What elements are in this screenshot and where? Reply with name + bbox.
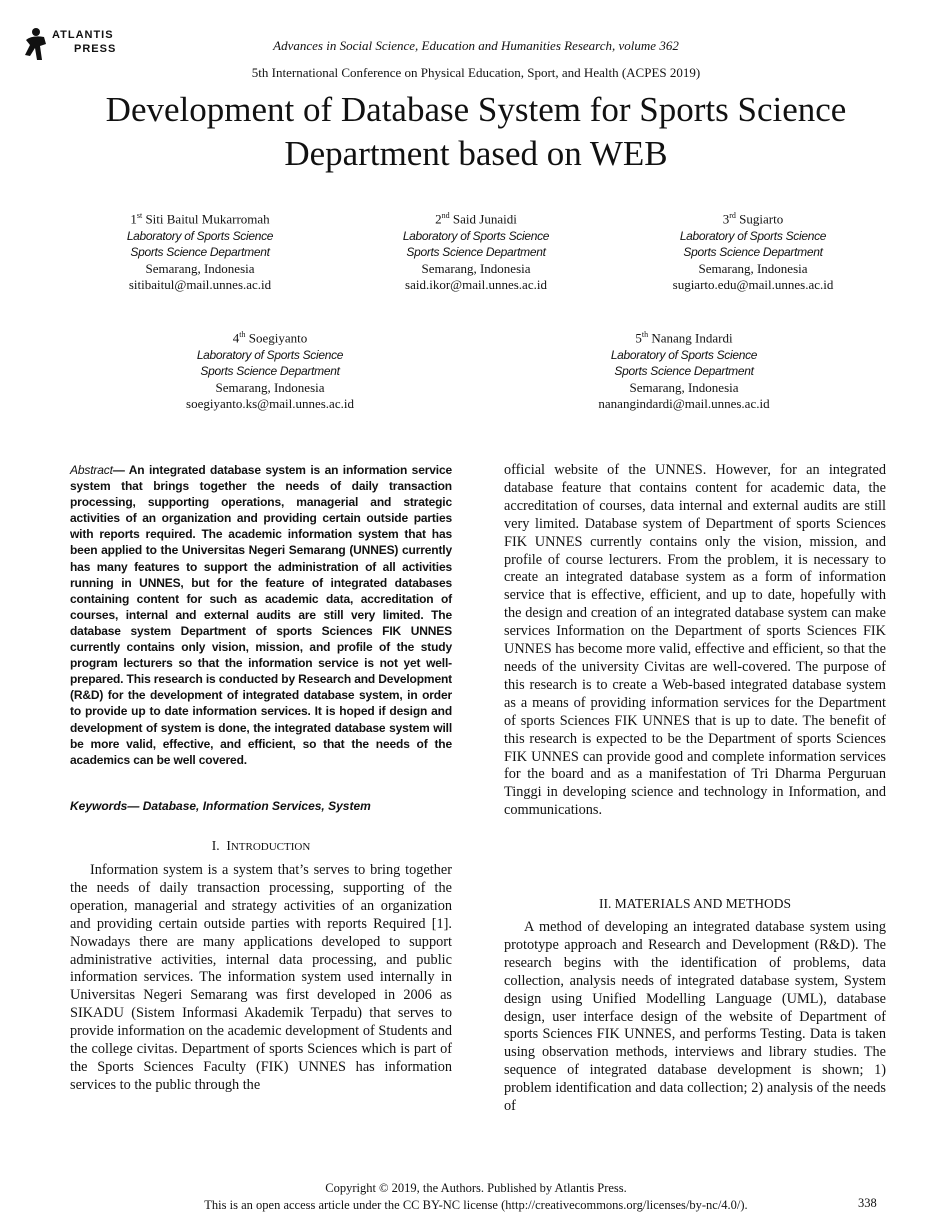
author-city: Semarang, Indonesia <box>629 379 739 395</box>
right-column-paragraph: official website of the UNNES. However, for an integrated database feature that contains content for academic data, the accreditation of courses, data internal and external audits are still very limited. Database system of Department of sports Sciences FIK UNNES currently contains only the vision, mission, and profile of course lecturers. From the problem, it is necessary to create an integrated database system as a form of information service that is effective, efficient, and up to date, hopefully with the design and creation of an integrated database system can make services Information on the Department of sports Sciences FIK UNNES has become more valid, effective and efficient, so that the needs of the university Civitas are well-covered. The purpose of this research is to create a Web-based integrated database system as a means of providing information services for the Department of sports Sciences FIK UNNES that is up to date. The benefit of this research is expected to be the Department of sports Sciences FIK UNNES can provide good and complete information services for the board and as a manifestation of Tri Dharma Perguruan Tinggi in developing science and technology in Information, and communications. <box>504 462 886 819</box>
author-department: Sports Science Department <box>200 364 340 379</box>
copyright-line: Copyright © 2019, the Authors. Published by Atlantis Press. <box>325 1181 627 1195</box>
author-affiliation: Laboratory of Sports Science <box>196 347 344 362</box>
author-ordinal-suffix: th <box>239 330 246 339</box>
section-title-rest: NTRODUCTION <box>230 841 311 853</box>
methods-paragraph <box>504 919 886 1116</box>
author-ordinal-suffix: rd <box>729 211 736 220</box>
author-department: Sports Science Department <box>614 364 754 379</box>
author-block <box>140 327 400 413</box>
section-heading-methods: II. MATERIALS AND METHODS <box>599 896 791 911</box>
abstract-dash: — <box>112 463 129 477</box>
paper-title <box>60 88 892 176</box>
methods-text: A method of developing an integrated database system using prototype approach and Research and Development (R&D). The research begins with the identification of problems, data collection, analysis needs of integrated database system, System design using Unified Modelling Language (UML), database design, user interface design of the website of Department of sports Sciences FIK UNNES, and performs Testing. Data is taken using observation methods, interviews and library studies. The sequence of integrated database development is shown; 1) problem identification and data collection; 2) analysis of the needs of <box>504 919 886 1115</box>
author-block <box>623 208 883 294</box>
license-line: This is an open access article under the CC BY-NC license (http://creativecommons.org/licenses/by-nc/4.0/). <box>204 1198 748 1212</box>
author-city: Semarang, Indonesia <box>145 260 255 276</box>
author-ordinal: 3 <box>722 211 730 227</box>
title-line-1: Development of Database System for Sports Science <box>105 90 847 129</box>
page-number: 338 <box>858 1196 877 1210</box>
keywords-text: — Database, Information Services, System <box>127 799 371 813</box>
logo-line-1: ATLANTIS <box>52 29 114 41</box>
author-ordinal: 1 <box>130 211 137 227</box>
author-ordinal-suffix: nd <box>441 211 450 220</box>
author-name: Said Junaidi <box>452 211 517 227</box>
author-ordinal: 4 <box>232 330 240 346</box>
author-ordinal: 5 <box>635 330 642 346</box>
author-ordinal: 2 <box>435 211 442 227</box>
author-department: Sports Science Department <box>683 245 823 260</box>
title-line-2: Department based on WEB <box>284 134 668 173</box>
author-department: Sports Science Department <box>130 245 270 260</box>
author-block <box>70 208 330 294</box>
conference-line: 5th International Conference on Physical Education, Sport, and Health (ACPES 2019) <box>251 65 701 80</box>
author-department: Sports Science Department <box>406 245 546 260</box>
keywords <box>70 799 452 813</box>
introduction-text: Information system is a system that’s serves to bring together the needs of daily transaction processing, supporting of the operation, managerial and strategy activities of an organization and providing certain outside parties with reports Required [1]. Nowadays there are many applications developed to support administrative activities, internal data processing, and public information services. The information system used internally in Universitas Negeri Semarang was first developed in 2006 as SIKADU (Sistem Informasi Akademik Terpadu) that serves to provide information on the academic development of Students and the college civitas. Department of sports Sciences which is part of the Sports Sciences Faculty (FIK) UNNES has information services to the public through the <box>70 862 452 1093</box>
introduction-paragraph <box>70 862 452 1095</box>
logo-line-2: PRESS <box>74 43 117 55</box>
abstract-text: An integrated database system is an information service system that brings together the needs of daily transaction processing, supporting operations, managerial and strategic activities of an organization and providing certain outside parties with reports required. The academic information system that has been applied to the Universitas Negeri Semarang (UNNES) currently has many features to support the administration of all activities running in UNNES, but for the feature of integrated databases containing content for such as academic data, accreditation of courses, internal and external audits are still very limited. The database system Department of sports Sciences FIK UNNES currently contains only vision, mission, and profile of the study program lecturers so that the information service is not yet well-prepared. This research is conducted by Research and Development (R&D) for the development of integrated database system, in order to provide up to date information services. It is hoped if design and development of system is done, the integrated database system will be more valid, effective, and efficient, so that the needs of the academics can be well covered. <box>70 463 453 767</box>
author-name: Siti Baitul Mukarromah <box>145 211 270 227</box>
abstract-label: Abstract <box>70 463 113 477</box>
author-city: Semarang, Indonesia <box>421 260 531 276</box>
section-initial: I <box>226 838 231 853</box>
author-email: nanangindardi@mail.unnes.ac.id <box>598 396 770 412</box>
section-heading-introduction <box>70 838 452 854</box>
author-name: Soegiyanto <box>248 330 308 346</box>
abstract <box>70 462 452 768</box>
author-email: said.ikor@mail.unnes.ac.id <box>405 277 547 293</box>
author-city: Semarang, Indonesia <box>698 260 808 276</box>
author-affiliation: Laboratory of Sports Science <box>402 228 550 243</box>
author-email: sugiarto.edu@mail.unnes.ac.id <box>672 277 834 293</box>
author-ordinal-suffix: th <box>641 330 649 339</box>
section-number: I. <box>211 838 220 853</box>
author-block <box>554 327 814 413</box>
author-ordinal-suffix: st <box>136 211 143 220</box>
author-email: soegiyanto.ks@mail.unnes.ac.id <box>186 396 354 412</box>
author-name: Nanang Indardi <box>651 330 733 346</box>
author-city: Semarang, Indonesia <box>215 379 325 395</box>
author-name: Sugiarto <box>739 211 784 227</box>
journal-line: Advances in Social Science, Education and Humanities Research, volume 362 <box>273 38 679 53</box>
author-affiliation: Laboratory of Sports Science <box>610 347 758 362</box>
author-block <box>346 208 606 294</box>
author-email: sitibaitul@mail.unnes.ac.id <box>128 277 272 293</box>
keywords-label: Keywords <box>70 799 128 813</box>
author-affiliation: Laboratory of Sports Science <box>679 228 827 243</box>
author-affiliation: Laboratory of Sports Science <box>126 228 274 243</box>
